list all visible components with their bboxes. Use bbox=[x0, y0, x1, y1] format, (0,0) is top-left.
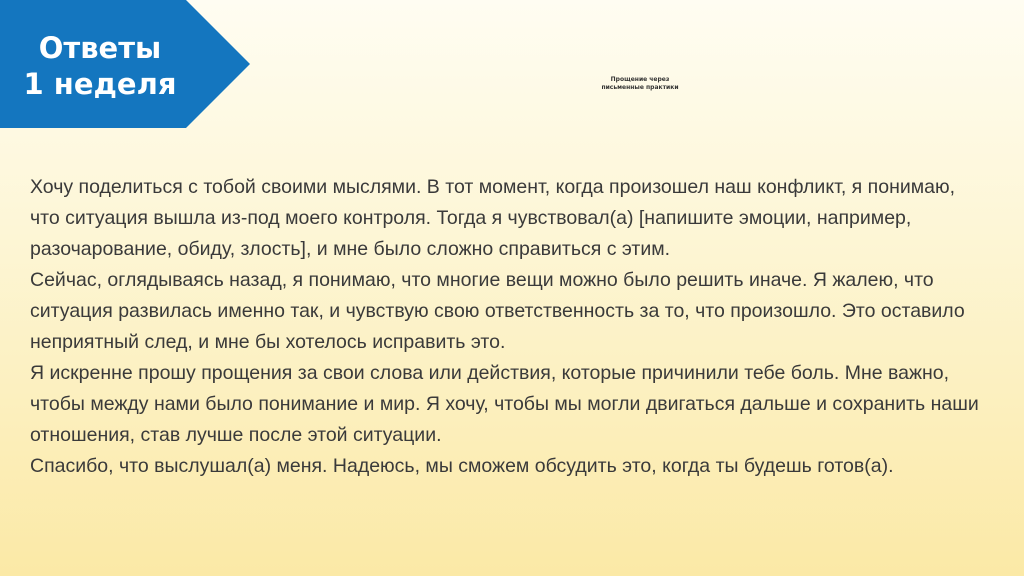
letter-text bbox=[30, 172, 990, 482]
badge-line-week: 1 неделя bbox=[23, 67, 177, 101]
badge-title bbox=[0, 30, 200, 102]
paragraph: Сейчас, оглядываясь назад, я понимаю, что многие вещи можно было решить иначе. Я жалею, что ситуация развилась именно так, и чувствую свою ответственность за то, что произошло. Это оставило неприятный след, и мне бы хотелось исправить это. bbox=[30, 269, 965, 353]
slide-subtitle bbox=[560, 76, 720, 92]
subtitle-line-1: Прощение через bbox=[610, 76, 670, 83]
paragraph: Хочу поделиться с тобой своими мыслями. В тот момент, когда произошел наш конфликт, я понимаю, что ситуация вышла из-под моего контроля. Тогда я чувствовал(а) [напишите эмоции, например, разочарование, обиду, злость], и мне было сложно справиться с этим. bbox=[30, 176, 956, 260]
paragraph: Я искренне прошу прощения за свои слова или действия, которые причинили тебе боль. Мне важно, чтобы между нами было понимание и мир. Я хочу, чтобы мы могли двигаться дальше и сохранить наши отношения, став лучше после этой ситуации. bbox=[30, 362, 979, 446]
paragraph: Спасибо, что выслушал(а) меня. Надеюсь, мы сможем обсудить это, когда ты будешь готов(а). bbox=[30, 455, 894, 477]
badge-line-answers: Ответы bbox=[38, 31, 162, 65]
subtitle-line-2: письменные практики bbox=[601, 84, 679, 91]
